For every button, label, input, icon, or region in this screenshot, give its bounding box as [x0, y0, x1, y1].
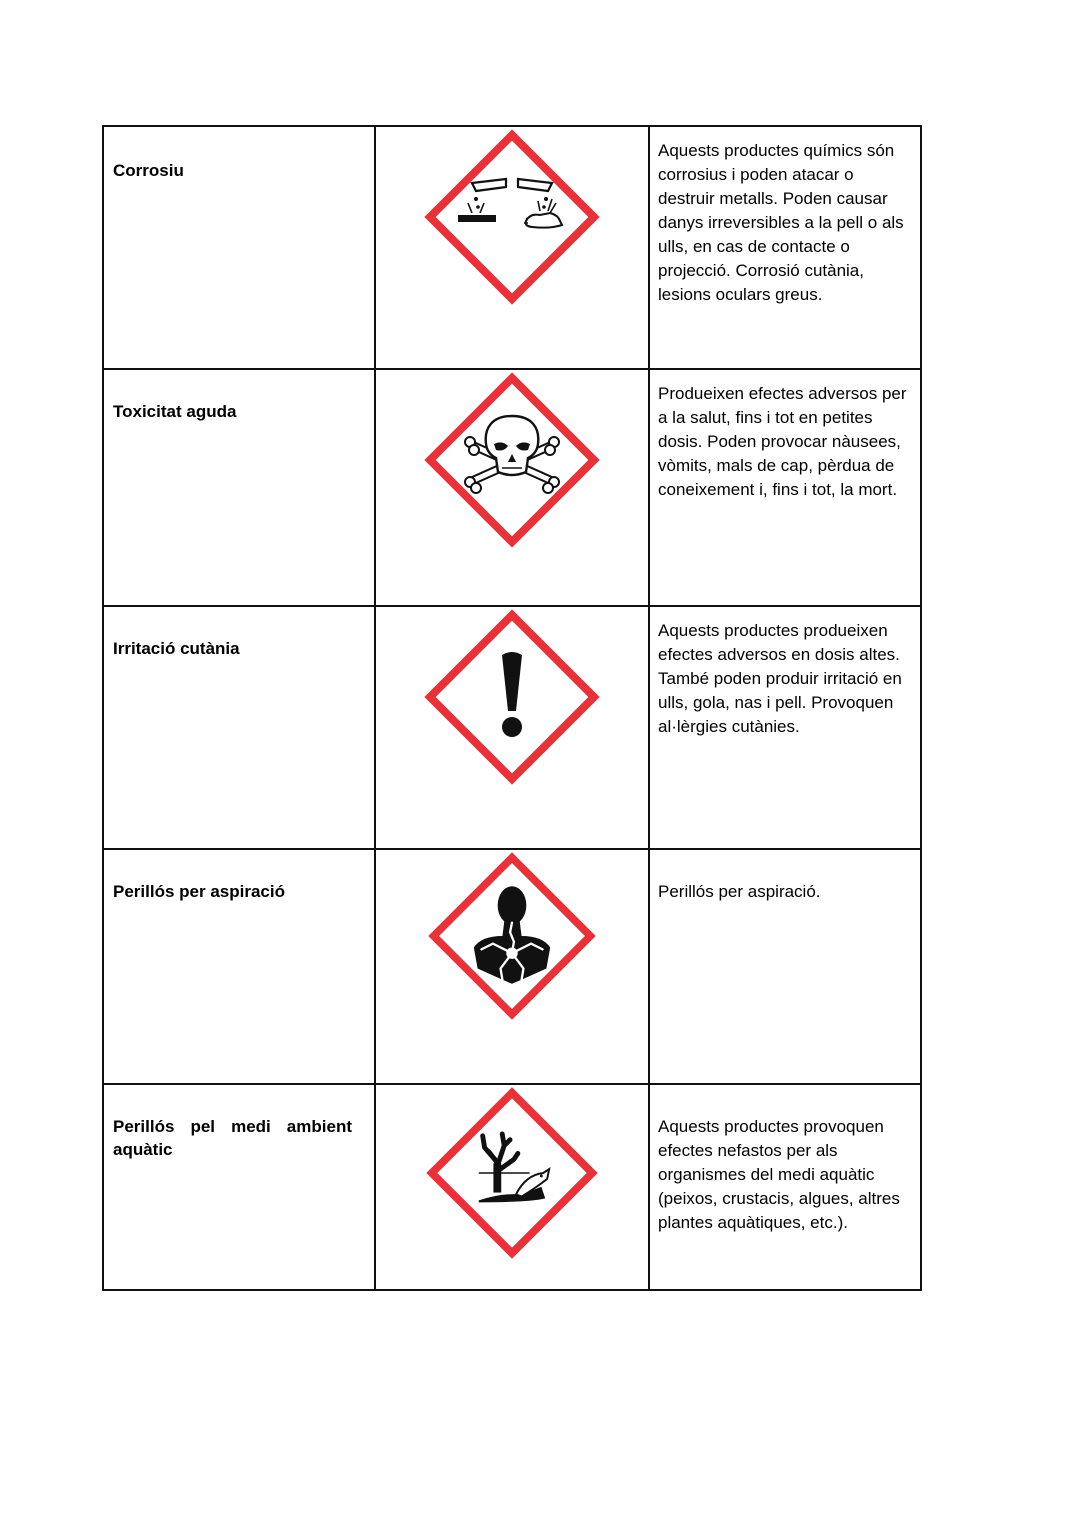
- pictogram-cell: [375, 606, 649, 849]
- pictogram-cell: [375, 1084, 649, 1290]
- hazard-pictogram-table: [102, 125, 922, 1291]
- table-row: [103, 1084, 921, 1290]
- table-row: [103, 606, 921, 849]
- skull-crossbones-icon: [376, 370, 648, 550]
- hazard-label: Perillós pel medi ambient aquàtic: [113, 1117, 352, 1159]
- hazard-label: Corrosiu: [113, 161, 184, 180]
- description-cell: [649, 369, 921, 606]
- hazard-description: Perillós per aspiració.: [658, 882, 821, 901]
- label-cell: [103, 1084, 375, 1290]
- environment-icon: [376, 1085, 648, 1261]
- corrosion-icon: [376, 127, 648, 307]
- label-cell: [103, 126, 375, 369]
- hazard-description: Aquests productes produeixen efectes adversos en dosis altes. També poden produir irritació en ulls, gola, nas i pell. Provoquen al·lèrgies cutànies.: [658, 621, 902, 736]
- hazard-label: Toxicitat aguda: [113, 402, 237, 421]
- description-cell: [649, 1084, 921, 1290]
- pictogram-cell: [375, 849, 649, 1084]
- label-cell: [103, 849, 375, 1084]
- hazard-description: Produeixen efectes adversos per a la salut, fins i tot en petites dosis. Poden provocar nàusees, vòmits, mals de cap, pèrdua de coneixement i, fins i tot, la mort.: [658, 384, 907, 499]
- description-cell: [649, 126, 921, 369]
- description-cell: [649, 606, 921, 849]
- description-cell: [649, 849, 921, 1084]
- label-cell: [103, 369, 375, 606]
- health-hazard-icon: [376, 850, 648, 1022]
- pictogram-cell: [375, 126, 649, 369]
- pictogram-cell: [375, 369, 649, 606]
- label-cell: [103, 606, 375, 849]
- exclamation-mark-icon: [376, 607, 648, 787]
- hazard-label: Perillós per aspiració: [113, 882, 285, 901]
- hazard-description: Aquests productes provoquen efectes nefastos per als organismes del medi aquàtic (peixos, crustacis, algues, altres plantes aquàtiques, etc.).: [658, 1117, 900, 1232]
- hazard-description: Aquests productes químics són corrosius i poden atacar o destruir metalls. Poden causar danys irreversibles a la pell o als ulls, en cas de contacte o projecció. Corrosió cutània, lesions oculars greus.: [658, 141, 904, 304]
- hazard-label: Irritació cutània: [113, 639, 240, 658]
- table-row: [103, 849, 921, 1084]
- table-row: [103, 369, 921, 606]
- table-row: [103, 126, 921, 369]
